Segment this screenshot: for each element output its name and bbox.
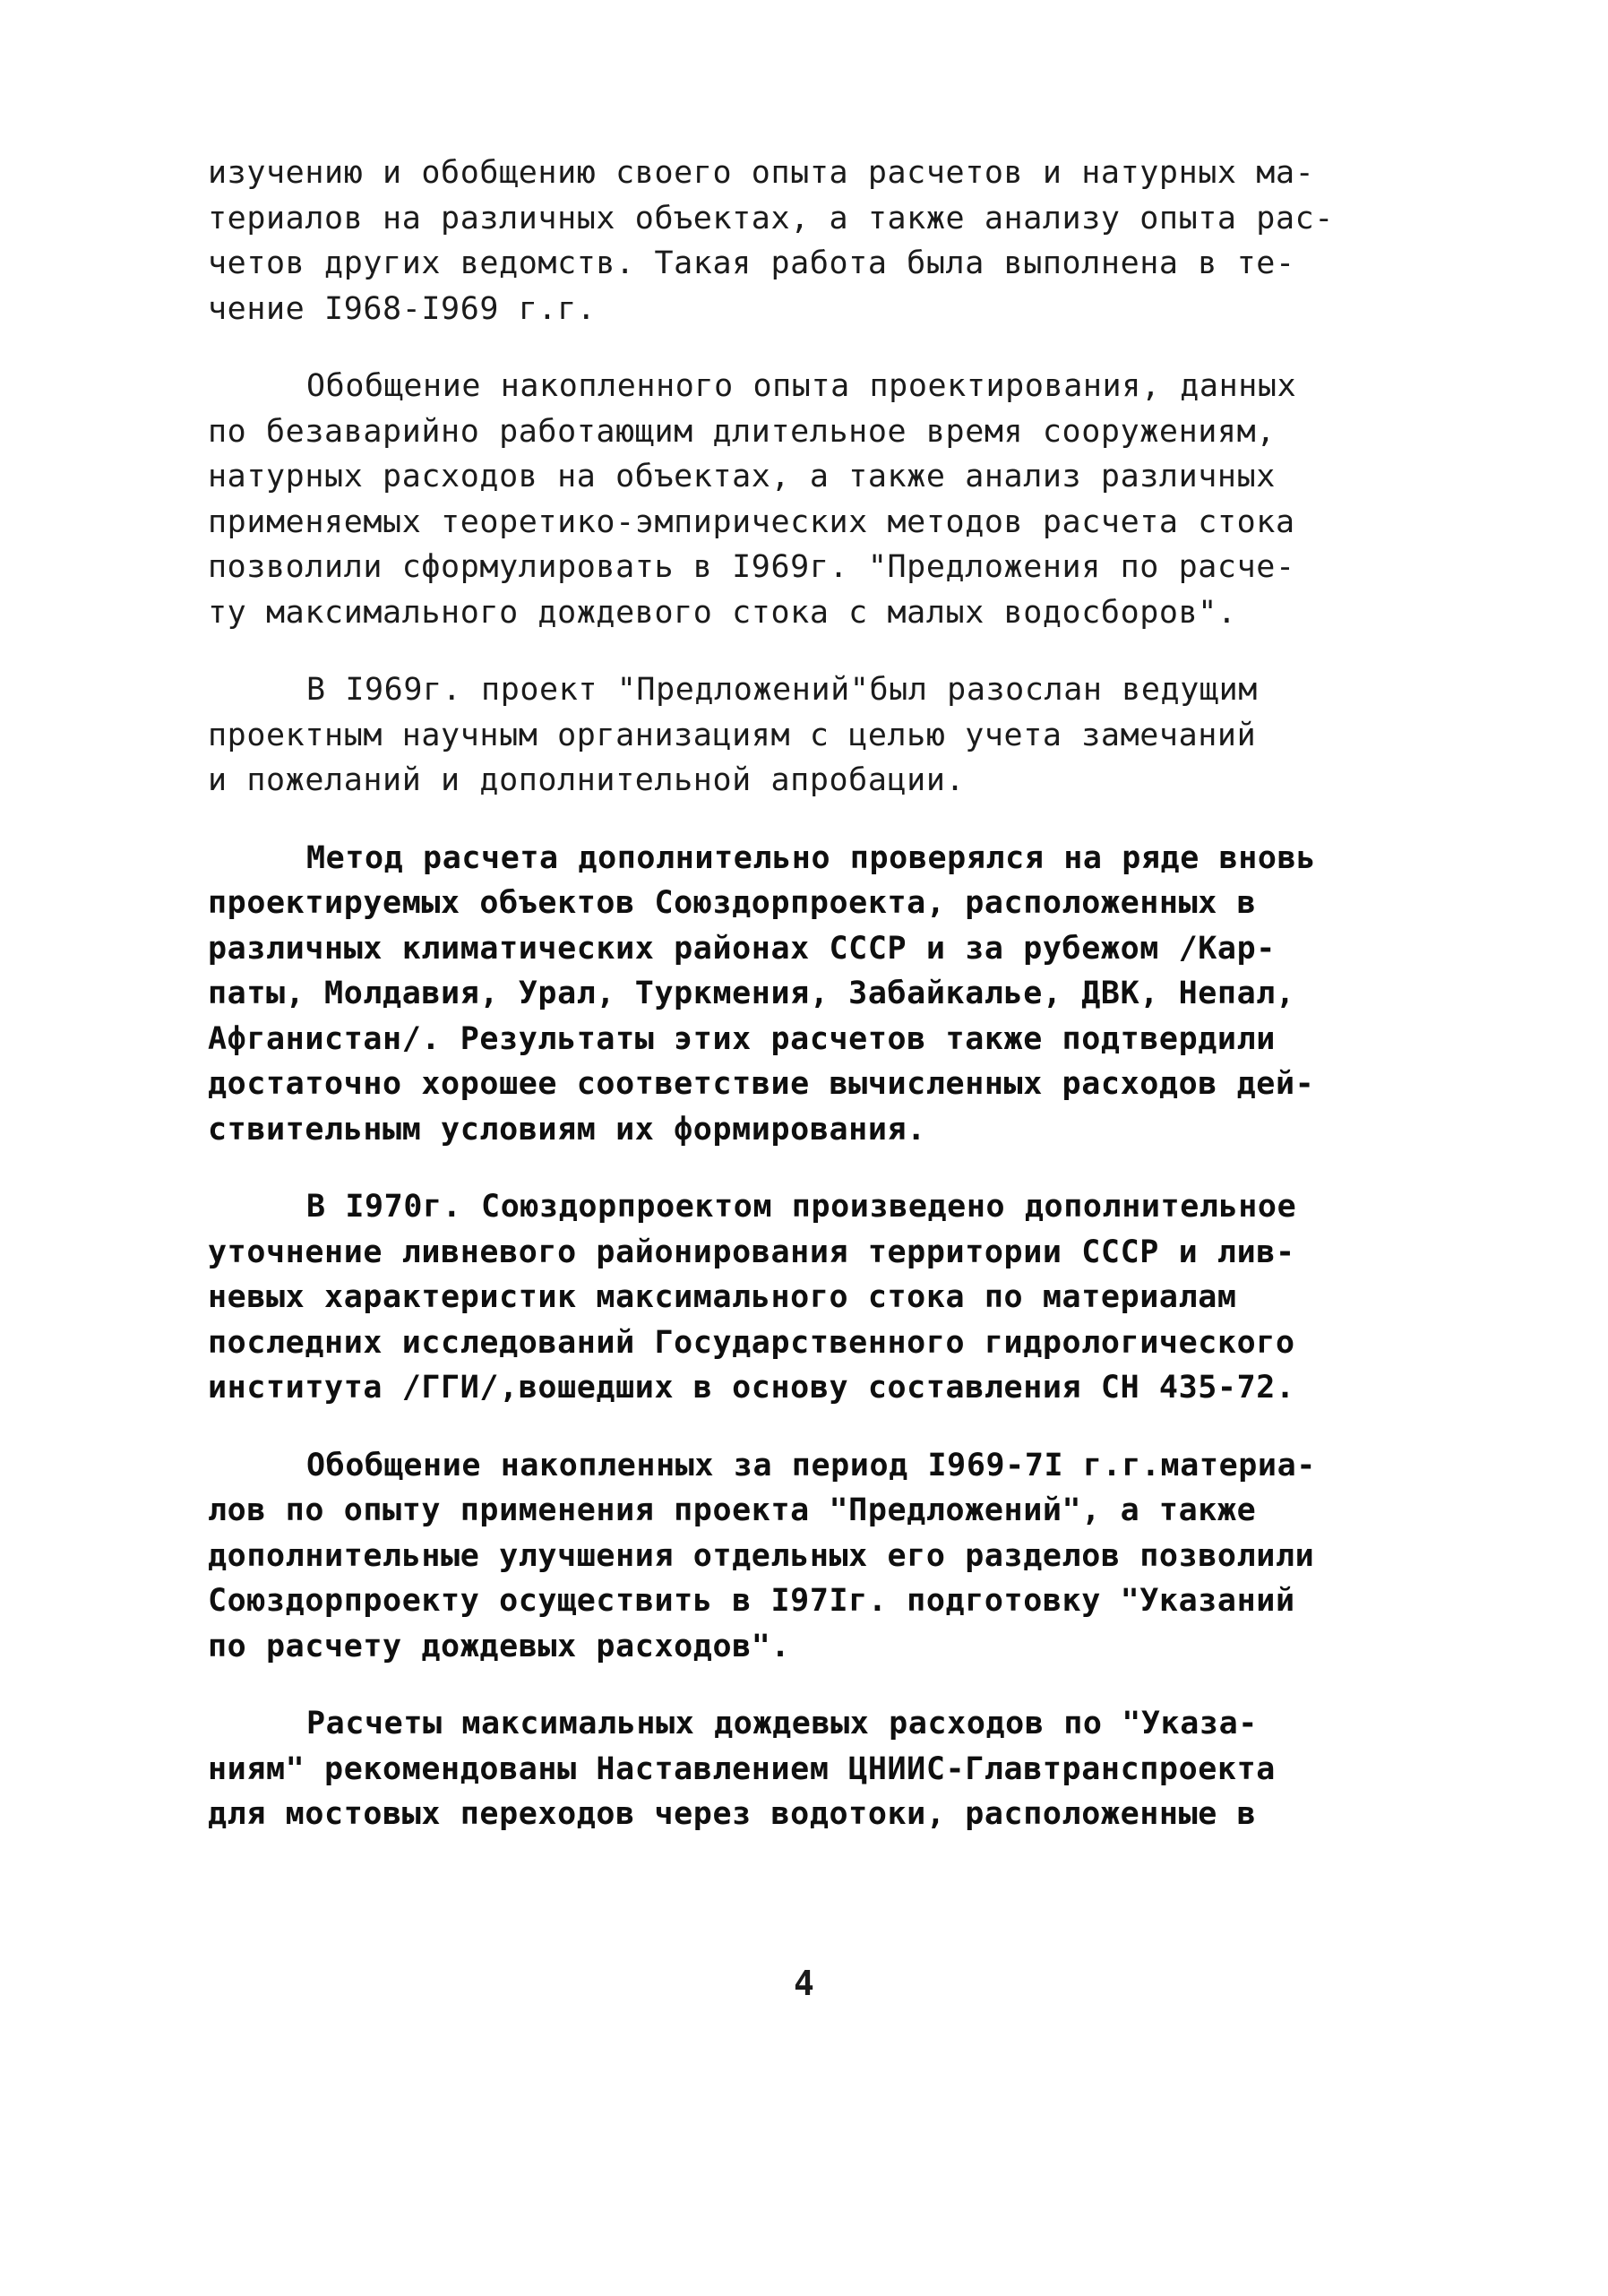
text-line: по расчету дождевых расходов". <box>208 1628 791 1664</box>
paragraph-5 <box>208 1184 1328 1411</box>
text-line: ствительным условиям их формирования. <box>208 1111 926 1148</box>
text-line: невых характеристик максимального стока по материалам <box>208 1279 1237 1315</box>
text-line: применяемых теоретико-эмпирических методов расчета стока <box>208 503 1295 540</box>
text-line: В I970г. Союздорпроектом произведено дополнительное <box>306 1189 1297 1225</box>
text-line: различных климатических районах СССР и за рубежом /Кар- <box>208 930 1276 967</box>
text-line: териалов на различных объектах, а также анализу опыта рас- <box>208 200 1334 236</box>
body-text <box>208 150 1334 1837</box>
text-line: позволили сформулировать в I969г. "Предложения по расче- <box>208 549 1295 585</box>
text-line: Метод расчета дополнительно проверялся на ряде вновь <box>306 839 1316 876</box>
text-line: ниям" рекомендованы Наставлением ЦНИИС-Главтранспроекта <box>208 1750 1276 1787</box>
paragraph-7 <box>208 1701 1328 1837</box>
text-line: проектируемых объектов Союздорпроекта, расположенных в <box>208 885 1257 921</box>
text-line: по безаварийно работающим длительное время сооружениям, <box>208 413 1276 450</box>
page-number: 4 <box>794 1964 814 2003</box>
text-line: четов других ведомств. Такая работа была выполнена в те- <box>208 245 1295 281</box>
text-line: паты, Молдавия, Урал, Туркмения, Забайкалье, ДВК, Непал, <box>208 976 1295 1011</box>
text-line: достаточно хорошее соответствие вычисленных расходов дей- <box>208 1066 1315 1102</box>
text-line: Афганистан/. Результаты этих расчетов также подтвердили <box>208 1020 1276 1057</box>
paragraph-6 <box>208 1443 1328 1670</box>
paragraph-3 <box>208 667 1328 804</box>
text-line: лов по опыту применения проекта "Предложений", а также <box>208 1492 1257 1528</box>
text-line: уточнение ливневого районирования территории СССР и лив- <box>208 1234 1295 1270</box>
text-line: чение I968-I969 г.г. <box>208 290 597 327</box>
paragraph-2 <box>208 364 1328 635</box>
text-line: изучению и обобщению своего опыта расчетов и натурных ма- <box>208 155 1315 191</box>
text-line: последних исследований Государственного гидрологического <box>208 1324 1295 1361</box>
text-line: для мостовых переходов через водотоки, расположенные в <box>208 1796 1257 1832</box>
text-line: натурных расходов на объектах, а также анализ различных <box>208 459 1276 494</box>
text-line: ту максимального дождевого стока с малых водосборов". <box>208 594 1237 631</box>
text-line: проектным научным организациям с целью учета замечаний <box>208 717 1257 753</box>
text-line: Обобщение накопленных за период I969-7I г.г.материа- <box>306 1447 1316 1483</box>
text-line: Обобщение накопленного опыта проектирования, данных <box>306 368 1297 404</box>
text-line: института /ГГИ/,вошедших в основу составления СН 435-72. <box>208 1370 1295 1406</box>
text-line: и пожеланий и дополнительной апробации. <box>208 762 966 798</box>
paragraph-4 <box>208 836 1328 1153</box>
text-line: Союздорпроекту осуществить в I97Iг. подготовку "Указаний <box>208 1583 1295 1619</box>
text-line: В I969г. проект "Предложений"был разослан ведущим <box>306 672 1258 708</box>
paragraph-1 <box>208 150 1334 331</box>
text-line: Расчеты максимальных дождевых расходов по "Указа- <box>306 1706 1258 1741</box>
text-line: дополнительные улучшения отдельных его разделов позволили <box>208 1537 1315 1574</box>
